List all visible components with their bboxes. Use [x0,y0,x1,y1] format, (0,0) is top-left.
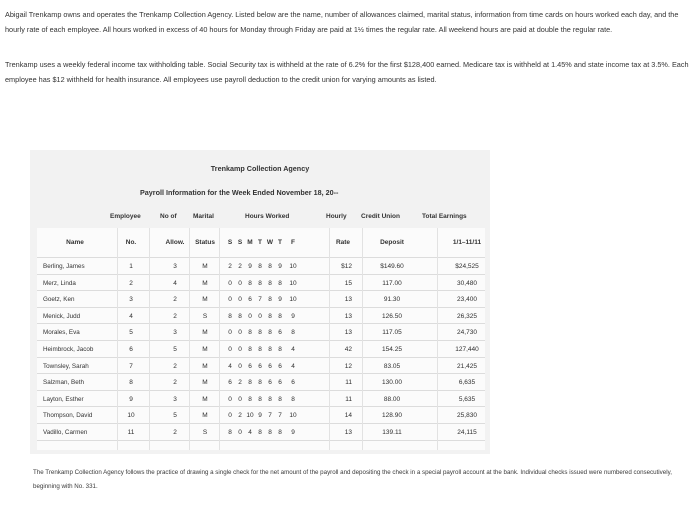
allowances: 2 [173,429,177,436]
total-earnings: 6,635 [458,379,476,387]
hours-day: 6 [268,362,272,370]
allowances: 4 [173,279,177,287]
hours-day: 8 [268,429,272,436]
row-divider [37,323,485,324]
column-divider [437,228,438,450]
total-earnings: 26,325 [457,312,477,320]
allowances: 2 [173,362,177,370]
column-header-no: No. [125,239,137,246]
credit-union-deposit: 117.00 [382,279,402,287]
hours-day: 8 [278,395,282,403]
employee-name: Merz, Linda [43,279,76,287]
credit-union-deposit: 130.00 [382,379,402,387]
hours-day: 7 [258,296,262,304]
column-divider [117,228,118,450]
hours-day: 8 [278,429,282,436]
hours-day: 6 [278,329,282,337]
column-divider [329,228,330,450]
column-header-day: F [291,239,295,246]
credit-union-deposit: 154.25 [382,346,402,353]
row-divider [37,340,485,341]
hours-day: 10 [289,279,297,287]
allowances: 2 [173,379,177,387]
hours-day: 4 [228,362,232,370]
total-earnings: $24,525 [455,263,479,270]
hours-day: 8 [258,379,262,387]
total-earnings: 5,635 [458,395,476,403]
hours-day: 2 [228,263,232,270]
hours-day: 7 [268,412,272,420]
column-header-day: W [266,239,274,246]
hours-day: 8 [268,312,272,320]
column-header-day: S [237,239,243,246]
hours-day: 2 [238,263,242,270]
hours-day: 8 [268,395,272,403]
hours-day: 0 [258,312,262,320]
marital-status: M [202,346,208,353]
marital-status: M [202,362,208,370]
hours-day: 8 [248,329,252,337]
intro-paragraph: Abigail Trenkamp owns and operates the Trenkamp Collection Agency. Listed below are the name, number of allowances claimed, marital status, information from time cards on hours worked each day, and the hourly rate of each employee. All hours worked in excess of 40 hours for Monday through Friday are paid at 1½ times the regular rate. All weekend hours are paid at double the regular rate. [5,10,679,35]
marital-status: S [202,312,208,320]
total-earnings: 127,440 [455,346,479,353]
total-earnings: 25,830 [457,412,477,420]
marital-status: M [202,296,208,304]
hourly-rate: 42 [344,346,352,353]
column-header-allow: Allow. [165,239,185,246]
employee-name: Menick, Judd [43,312,81,320]
employee-number: 11 [127,429,135,436]
column-divider [189,228,190,450]
hours-day: 0 [248,312,252,320]
employee-number: 7 [129,362,133,370]
employee-number: 5 [129,329,133,337]
marital-status: M [202,263,208,270]
hours-day: 0 [238,429,242,436]
hours-day: 8 [258,395,262,403]
footer-paragraph: The Trenkamp Collection Agency follows the practice of drawing a single check for the net amount of the payroll and depositing the check in a special payroll account at the bank. Individual checks issued were numbered consecutively, beginning with No. 331. [33,469,672,490]
employee-number: 3 [129,296,133,304]
marital-status: M [202,329,208,337]
employee-name: Salzman, Beth [43,379,84,387]
hours-day: 0 [228,279,232,287]
credit-union-deposit: $149.60 [380,263,404,270]
hours-day: 8 [268,263,272,270]
employee-name: Goetz, Ken [43,296,75,304]
row-divider [37,290,485,291]
hours-day: 8 [268,329,272,337]
allowances: 5 [173,346,177,353]
column-header-day: S [227,239,233,246]
hours-day: 8 [248,379,252,387]
employee-number: 4 [129,312,133,320]
hours-day: 8 [268,346,272,353]
hourly-rate: 12 [344,362,352,370]
hours-day: 9 [248,263,252,270]
employee-name: Thompson, David [43,412,93,420]
employee-name: Heimbrock, Jacob [43,346,94,353]
hours-day: 8 [258,429,262,436]
hours-day: 8 [291,329,295,337]
marital-status: M [202,412,208,420]
header-no-of: No of [160,213,177,220]
column-divider [362,228,363,450]
hours-day: 0 [238,362,242,370]
hourly-rate: 11 [345,395,352,403]
hours-day: 8 [258,346,262,353]
hours-day: 8 [278,312,282,320]
table-grid [37,228,485,450]
hours-day: 0 [228,329,232,337]
hours-day: 9 [291,429,295,436]
hours-day: 9 [258,412,262,420]
row-divider [37,373,485,374]
total-earnings: 30,480 [457,279,477,287]
hours-day: 7 [278,412,282,420]
row-divider [37,406,485,407]
hourly-rate: 13 [344,329,352,337]
hours-day: 8 [248,346,252,353]
hourly-rate: $12 [341,263,352,270]
credit-union-deposit: 117.05 [382,329,402,337]
hours-day: 0 [238,296,242,304]
employee-number: 10 [127,412,135,420]
row-divider [37,357,485,358]
hours-day: 0 [238,279,242,287]
column-header-deposit: Deposit [380,239,404,246]
header-credit-union: Credit Union [361,213,400,220]
hourly-rate: 14 [344,412,352,420]
row-divider [37,440,485,441]
column-header-status: Status [195,239,215,246]
hours-day: 6 [258,362,262,370]
row-divider [37,423,485,424]
total-earnings: 21,425 [457,362,477,370]
marital-status: M [202,279,208,287]
hours-day: 8 [248,279,252,287]
hours-day: 2 [238,412,242,420]
allowances: 2 [173,296,177,304]
hours-day: 0 [238,346,242,353]
credit-union-deposit: 91.30 [383,296,401,304]
employee-number: 6 [129,346,133,353]
header-hourly: Hourly [326,213,347,220]
employee-number: 2 [129,279,133,287]
hours-day: 0 [238,395,242,403]
hourly-rate: 11 [345,379,352,387]
employee-number: 8 [129,379,133,387]
hours-day: 8 [238,312,242,320]
row-divider [37,307,485,308]
hours-day: 10 [289,263,297,270]
hours-day: 0 [238,329,242,337]
hourly-rate: 15 [344,279,352,287]
credit-union-deposit: 139.11 [382,429,402,436]
hours-day: 9 [278,263,282,270]
table-subtitle: Payroll Information for the Week Ended November 18, 20-- [140,188,339,197]
employee-number: 9 [129,395,133,403]
employee-name: Morales, Eva [43,329,80,337]
hours-day: 8 [268,296,272,304]
marital-status: M [202,395,208,403]
header-total-earnings: Total Earnings [422,213,467,220]
allowances: 5 [173,412,177,420]
column-header-day: M [247,239,253,246]
hours-day: 8 [278,346,282,353]
hours-day: 8 [268,279,272,287]
hours-day: 8 [228,312,232,320]
hours-day: 10 [246,412,254,420]
hours-day: 10 [289,296,297,304]
credit-union-deposit: 88.00 [383,395,401,403]
column-header-name: Name [66,239,84,246]
column-header-rate: Rate [335,239,351,246]
column-header-day: T [258,239,262,246]
allowances: 2 [173,312,177,320]
employee-name: Townsley, Sarah [43,362,89,370]
hours-day: 2 [238,379,242,387]
header-employee: Employee [110,213,141,220]
hours-day: 9 [278,296,282,304]
row-divider [37,257,485,258]
total-earnings: 24,730 [457,329,477,337]
hours-day: 8 [248,395,252,403]
allowances: 3 [173,329,177,337]
column-header-earnings-period: 1/1–11/11 [452,239,482,246]
column-header-day: T [278,239,282,246]
allowances: 3 [173,395,177,403]
hours-day: 8 [258,263,262,270]
hours-day: 6 [291,379,295,387]
row-divider [37,274,485,275]
total-earnings: 23,400 [457,296,477,304]
hours-day: 8 [291,395,295,403]
hours-day: 6 [278,362,282,370]
table-title: Trenkamp Collection Agency [210,164,310,173]
hours-day: 8 [278,279,282,287]
hours-day: 4 [291,362,295,370]
hours-day: 6 [248,296,252,304]
hours-day: 6 [268,379,272,387]
row-divider [37,390,485,391]
employee-name: Layton, Esther [43,395,84,403]
hours-day: 6 [278,379,282,387]
hours-day: 8 [228,429,232,436]
column-divider [149,228,150,450]
tax-paragraph: Trenkamp uses a weekly federal income tax withholding table. Social Security tax is withheld at the rate of 6.2% for the first $128,400 earned. Medicare tax is withheld at 1.45% and state income tax at 3.5%. Each employee has $12 withheld for health insurance. All employees use payroll deduction to the credit union for varying amounts as listed. [5,60,689,85]
hours-day: 10 [289,412,297,420]
allowances: 3 [173,263,177,270]
hourly-rate: 13 [344,296,352,304]
header-hours-worked: Hours Worked [245,213,290,220]
hourly-rate: 13 [344,312,352,320]
hours-day: 4 [248,429,252,436]
marital-status: S [202,429,208,436]
credit-union-deposit: 128.90 [382,412,402,420]
hours-day: 9 [291,312,295,320]
hours-day: 8 [258,329,262,337]
employee-name: Berling, James [43,263,85,270]
total-earnings: 24,115 [457,429,477,436]
column-divider [219,228,220,450]
credit-union-deposit: 126.50 [382,312,402,320]
hourly-rate: 13 [344,429,352,436]
hours-day: 0 [228,296,232,304]
marital-status: M [202,379,208,387]
hours-day: 0 [228,346,232,353]
hours-day: 0 [228,412,232,420]
employee-number: 1 [129,263,133,270]
hours-day: 6 [248,362,252,370]
hours-day: 0 [228,395,232,403]
hours-day: 4 [291,346,295,353]
payroll-table [30,150,490,454]
credit-union-deposit: 83.05 [383,362,401,370]
employee-name: Vadillo, Carmen [43,429,88,436]
hours-day: 8 [258,279,262,287]
header-marital: Marital [193,213,214,220]
hours-day: 6 [228,379,232,387]
